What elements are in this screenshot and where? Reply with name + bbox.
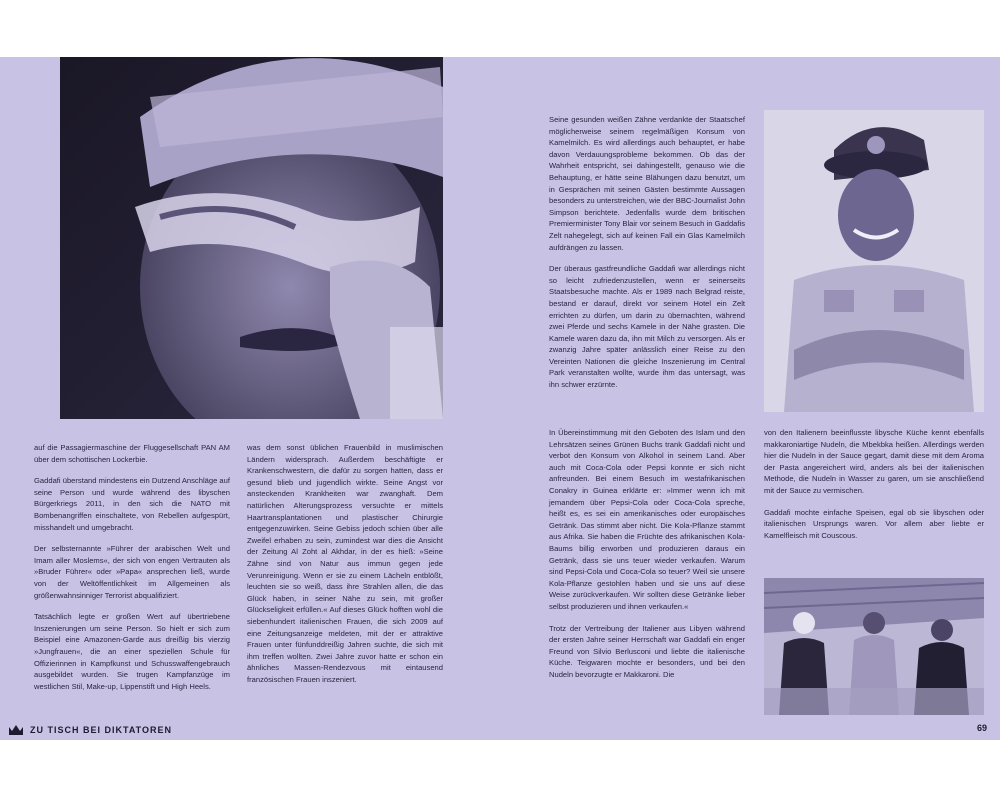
col1-paragraph: auf die Passagiermaschine der Fluggesellschaft PAN AM über dem schottischen Lockerbie. <box>34 443 230 464</box>
photo-portrait-sunglasses <box>60 57 443 419</box>
text-column-1 <box>34 442 230 702</box>
col3-paragraph: Der überaus gastfreundliche Gaddafi war allerdings nicht so leicht zufriedenzustellen, wenn er seinerseits Staatsbesuche machte. Als er 1989 nach Belgrad reiste, bestand er darauf, direkt vor seinem Hotel ein Zelt errichten zu dürfen, um darin zu übernachten, während zwei Pferde und sechs Kamele in der Nähe grasten. Die Kamele waren dazu da, ihn mit Milch zu versorgen. Als er zwanzig Jahre später anlässlich einer Reise zu den Vereinten Nationen die gleiche Inszenierung im Central Park veranstalten wollte, wurde ihm das untersagt, was ihn schwer erzürnte. <box>549 264 745 390</box>
col1-paragraph: Tatsächlich legte er großen Wert auf übertriebene Inszenierungen um seine Person. So hielt er sich zum Beispiel eine Amazonen-Garde aus dreißig bis vierzig »Jungfrauen«, die an einer speziellen Schule für Offizierinnen in Kampfkunst und Schusswaffengebrauch ausgebildet wurden. Sie trugen Kampfanzüge im westlichen Stil, Make-up, Lippenstift und High Heels. <box>34 612 230 691</box>
page-number: 69 <box>976 723 987 733</box>
col4-paragraph: von den Italienern beeinflusste libysche Küche kennt ebenfalls makkaroniartige Nudeln, die Mbekbka heißen. Allerdings werden hier die Nudeln in der Sauce gegart, damit diese mit dem Aroma der Pasta angereichert wird, anders als bei der italienischen Methode, die Nudeln in Wasser zu garen, um sie anschließend mit der Sauce zu vermischen. <box>764 428 984 495</box>
col4-paragraph: Gaddafi mochte einfache Speisen, egal ob sie libyschen oder italienischen Ursprungs waren. Vor allem aber liebte er Kamelfleisch mit Couscous. <box>764 507 984 540</box>
col2-paragraph: was dem sonst üblichen Frauenbild in muslimischen Ländern widersprach. Außerdem beschäftigte er Krankenschwestern, die dafür zu sorgen hatten, dass er gesund blieb und jugendlich wirkte. Seine Angst vor ansteckenden Krankheiten war zwanghaft. Dem natürlichen Alterungsprozess versuchte er mittels Haartransplantationen und plastischer Chirurgie entgegenzuwirken. Seine Gebiss jedoch schien über alle Zweifel erhaben zu sein, zumindest war dies die Ansicht der Zeitung Al Zoht al Akhdar, in der es hieß: »Seine Zähne sind von Natur aus immun gegen jede Verunreinigung. Wenn er sie zu einem Lächeln entblößt, leuchten sie so weiß, dass ihre Strahlen allen, die das Glück haben, in seiner Nähe zu sein, mit großer Glückseligkeit erfüllen.« Auf dieses Glück hofften wohl die siebenhundert italienischen Frauen, die sich 2009 auf eine Zeitungsanzeige meldeten, mit der er attraktive Frauen unter fünfunddreißig Jahren suchte, die sich mit ihm treffen wollten. Zwei Jahre zuvor hatte er schon ein ähnliches Massen-Rendezvous mit eintausend französischen Frauen inszeniert. <box>247 443 443 684</box>
col3-paragraph: Trotz der Vertreibung der Italiener aus Libyen während der ersten Jahre seiner Herrschaft war Gaddafi ein enger Freund von Silvio Berlusconi und liebte die italienische Küche. Teigwaren mochte er besonders, und bei den Nudeln bevorzugte er Makkaroni. Die <box>549 623 745 679</box>
text-column-4 <box>764 427 984 551</box>
photo-meeting-tent <box>764 578 984 715</box>
running-footer <box>8 723 172 737</box>
col3-paragraph: Seine gesunden weißen Zähne verdankte der Staatschef möglicherweise seinem regelmäßigen Konsum von Kamelmilch. Es wird allerdings auch behauptet, er habe davon Verdauungsprobleme bekommen. Ob das der Wahrheit entspricht, sei dahingestellt, genauso wie die Behauptung, er hätte seine Blähungen dazu benutzt, um in Gesprächen mit seinen Gästen bestimmte Aussagen besonders zu unterstreichen, wie der BBC-Journalist John Simpson berichtete. Jedenfalls wurde dem britischen Premierminister Tony Blair vor seinem Besuch in Gaddafis Zelt nahegelegt, sich auf keinen Fall ein Glas Kamelmilch aufdrängen zu lassen. <box>549 115 745 252</box>
text-column-3-top <box>549 114 745 401</box>
book-title: ZU TISCH BEI DIKTATOREN <box>30 725 172 735</box>
text-column-3-bottom <box>549 427 745 690</box>
col1-paragraph: Der selbsternannte »Führer der arabischen Welt und Imam aller Moslems«, der sich von engen Vertrauten als »Bruder Führer« oder »Papa« ansprechen ließ, wurde von der Weltöffentlichkeit im Allgemeinen als größenwahnsinniger Terrorist abqualifiziert. <box>34 544 230 600</box>
book-spread <box>0 57 1000 740</box>
col1-paragraph: Gaddafi überstand mindestens ein Dutzend Anschläge auf seine Person und wurde während des libyschen Bürgerkriegs 2011, in den sich die NATO mit Bombenangriffen einschaltete, von Rebellen aufgespürt, misshandelt und umgebracht. <box>34 476 230 532</box>
photo-uniform-portrait <box>764 110 984 412</box>
text-column-2 <box>247 442 443 695</box>
crown-icon <box>8 724 24 736</box>
col3-paragraph: In Übereinstimmung mit den Geboten des Islam und den Lehrsätzen seines Grünen Buchs trank Gaddafi nicht und verbot den Konsum von Alkohol in seinem Land. Aber auch mit Coca-Cola oder Pepsi konnte er sich nicht anfreunden. Bei einem Besuch im westafrikanischen Conakry in Guinea erklärte er: »Immer wenn ich mit jemandem über Pepsi-Cola oder Coca-Cola spreche, heißt es, es sei ein amerikanisches oder europäisches Getränk. Das stimmt aber nicht. Die Kola-Pflanze stammt aus Afrika. Sie haben die Früchte des afrikanischen Kola-Baums billig erworben und produzieren daraus ein Getränk, dass sie uns teuer wieder verkaufen. Warum sind Pepsi-Cola und Coca-Cola so teuer? Weil sie unsere Kola-Pflanze gestohlen haben und sie uns auf diese Weise zurückverkaufen. Wir sollten diese Getränke lieber selbst produzieren und ihnen verkaufen.« <box>549 428 745 611</box>
